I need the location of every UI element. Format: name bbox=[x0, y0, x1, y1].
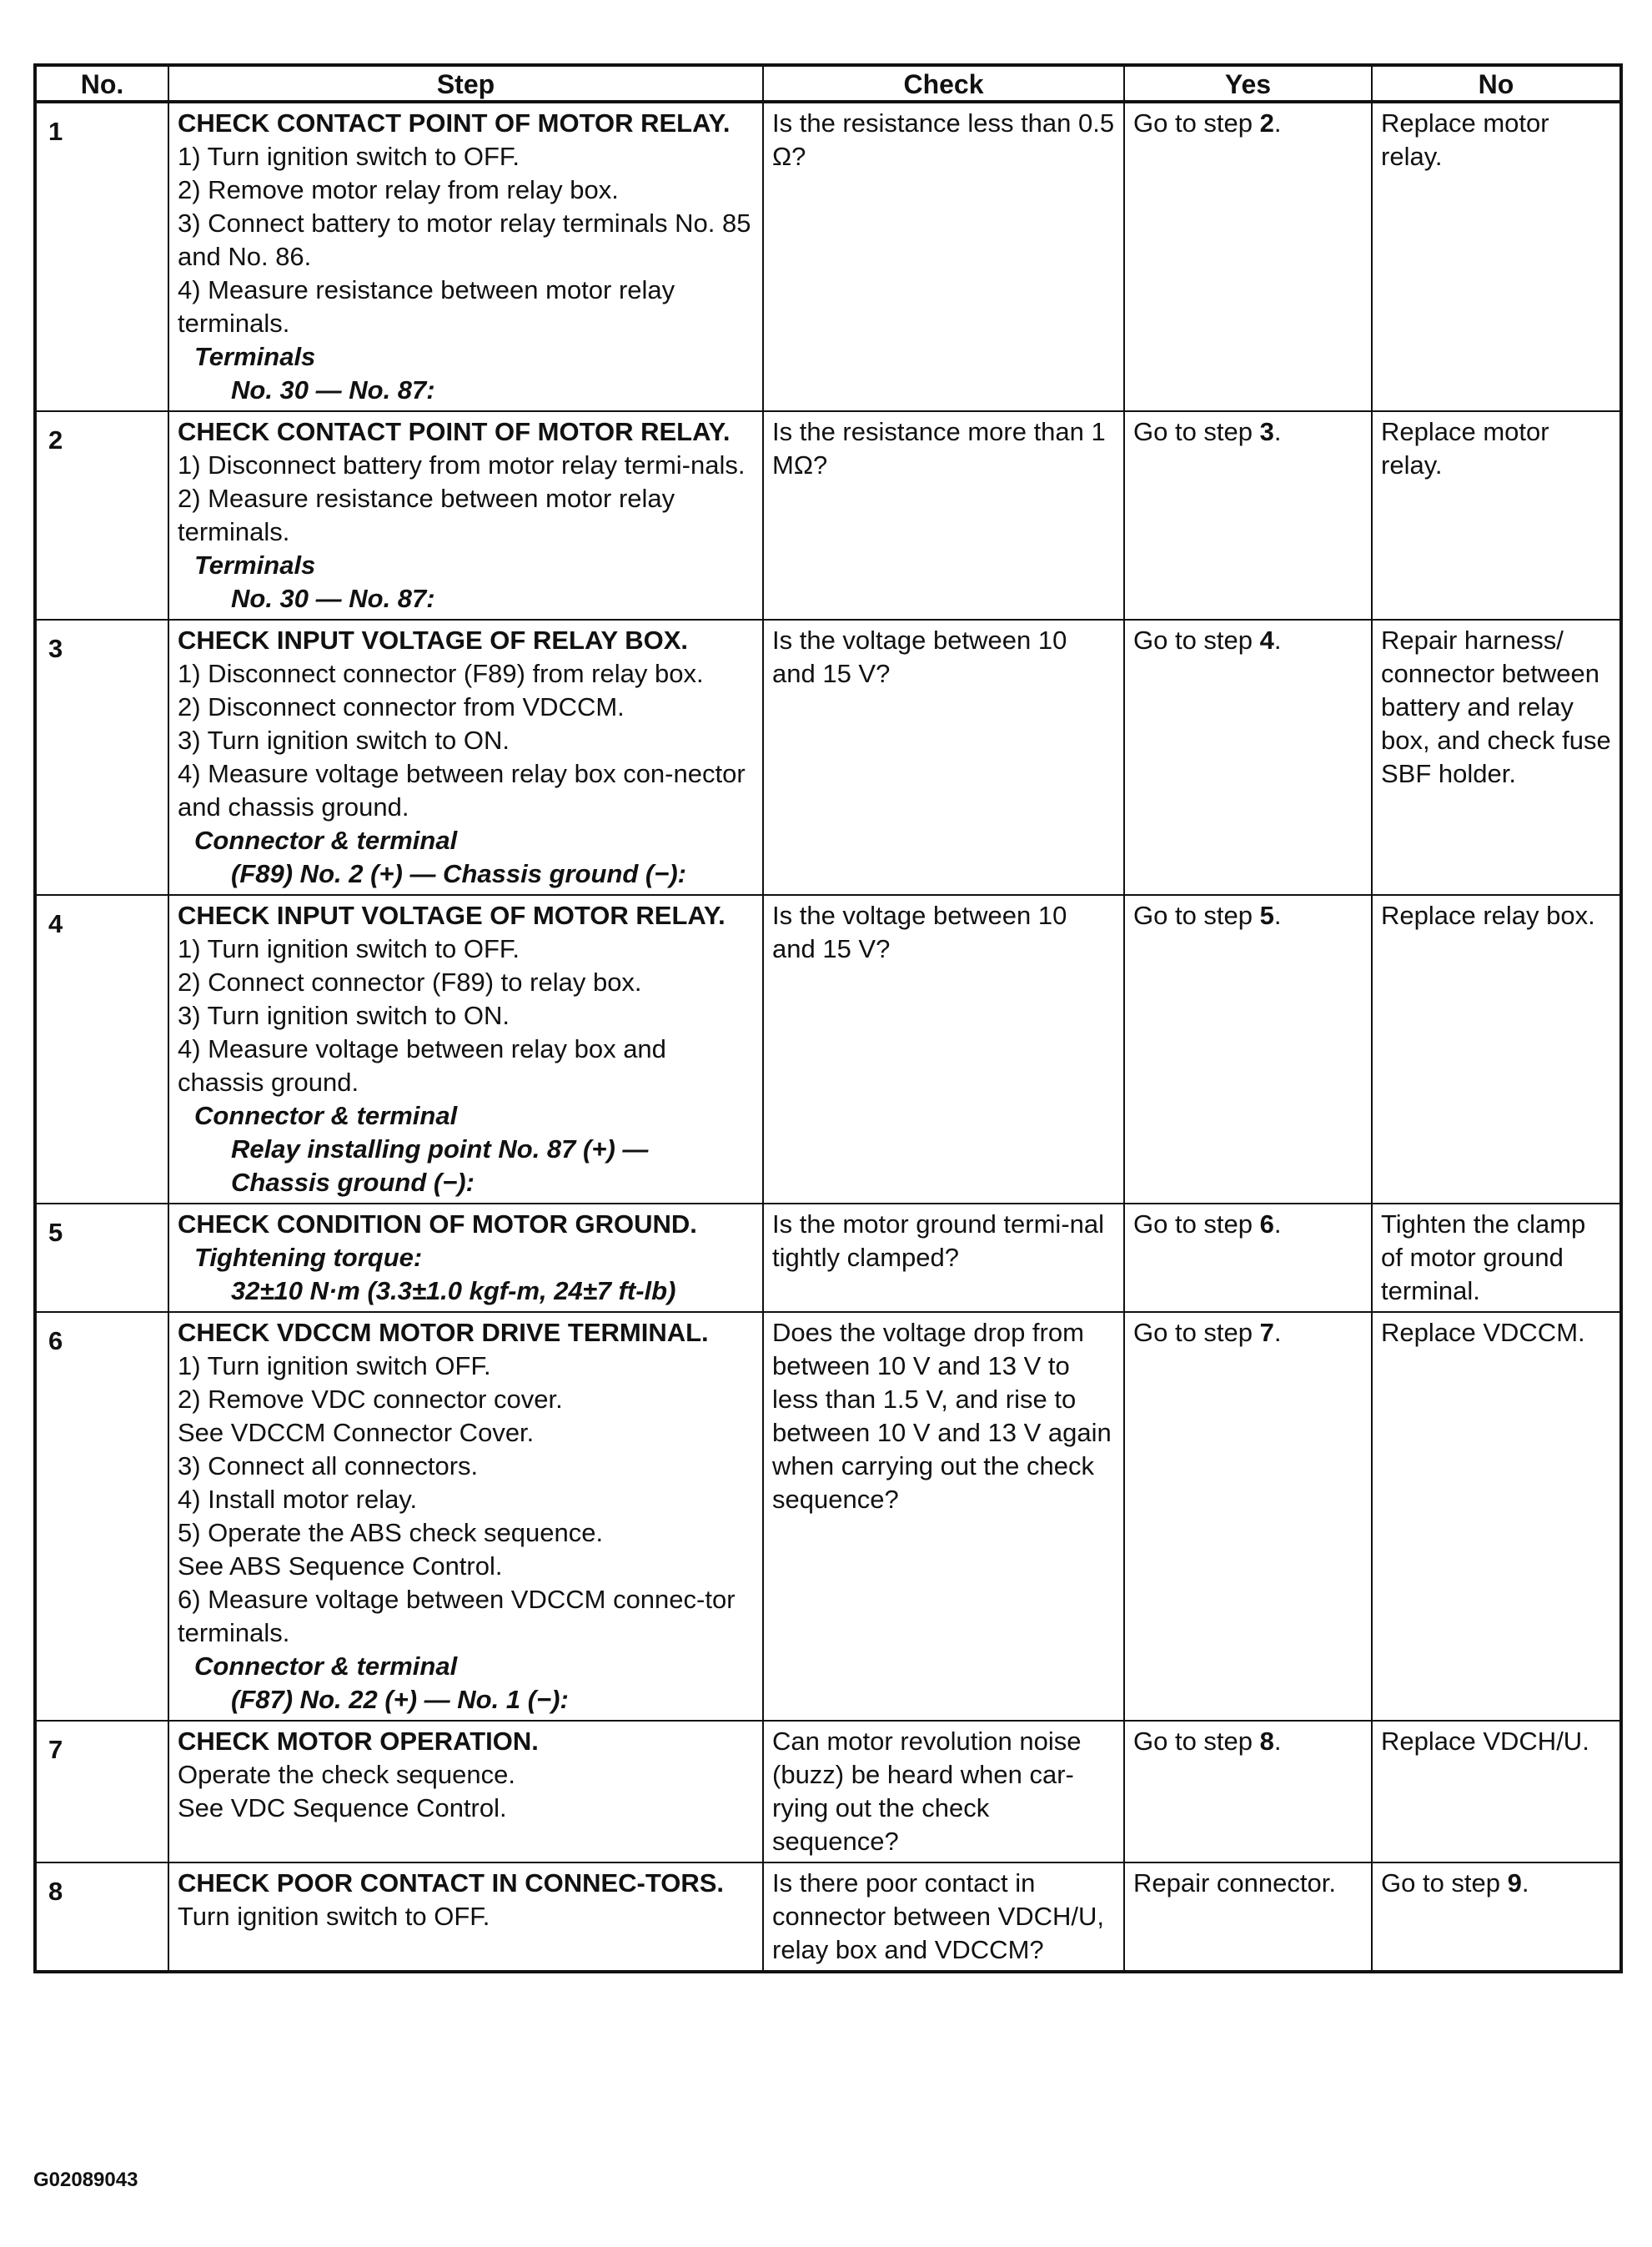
spec-label: Connector & terminal bbox=[194, 1101, 458, 1130]
check-question: Is the resistance more than 1 MΩ? bbox=[763, 411, 1124, 620]
spec-label: Connector & terminal bbox=[194, 826, 458, 855]
table-row bbox=[35, 620, 1621, 895]
yes-action bbox=[1124, 895, 1372, 1204]
step-title: CHECK INPUT VOLTAGE OF MOTOR RELAY. bbox=[178, 901, 726, 930]
spec-value: (F87) No. 22 (+) — No. 1 (−): bbox=[231, 1685, 569, 1714]
step-cell bbox=[168, 1204, 763, 1312]
step-instruction: 4) Measure voltage between relay box con-nector and chassis ground. bbox=[178, 759, 746, 822]
step-title: CHECK CONTACT POINT OF MOTOR RELAY. bbox=[178, 108, 731, 138]
yes-text: Go to step bbox=[1133, 1727, 1260, 1756]
step-cell bbox=[168, 1862, 763, 1972]
step-cell bbox=[168, 411, 763, 620]
no-step-ref: 9 bbox=[1507, 1868, 1522, 1898]
step-instruction: See VDC Sequence Control. bbox=[178, 1793, 507, 1822]
step-instruction: 4) Measure resistance between motor relay terminals. bbox=[178, 275, 675, 338]
diagnostic-procedure-sheet bbox=[33, 63, 1619, 1973]
yes-action bbox=[1124, 1721, 1372, 1862]
yes-suffix: . bbox=[1273, 1727, 1282, 1756]
spec-label: Tightening torque: bbox=[194, 1243, 423, 1272]
yes-step-ref: 7 bbox=[1259, 1318, 1274, 1347]
step-title: CHECK VDCCM MOTOR DRIVE TERMINAL. bbox=[178, 1318, 709, 1347]
step-instruction: 5) Operate the ABS check sequence. bbox=[178, 1518, 604, 1547]
yes-text: Go to step bbox=[1133, 108, 1260, 138]
table-header-row bbox=[35, 65, 1621, 102]
step-number: 3 bbox=[35, 620, 168, 895]
step-instruction: 2) Remove VDC connector cover. bbox=[178, 1385, 563, 1414]
spec-value: (F89) No. 2 (+) — Chassis ground (−): bbox=[231, 859, 686, 888]
header-check: Check bbox=[763, 65, 1124, 102]
yes-suffix: . bbox=[1273, 626, 1282, 655]
yes-step-ref: 3 bbox=[1259, 417, 1274, 446]
yes-action bbox=[1124, 1204, 1372, 1312]
yes-suffix: . bbox=[1273, 1209, 1282, 1239]
step-instruction: 1) Turn ignition switch to OFF. bbox=[178, 142, 520, 171]
spec-label: Connector & terminal bbox=[194, 1651, 458, 1681]
yes-suffix: . bbox=[1273, 108, 1282, 138]
step-instruction: 3) Turn ignition switch to ON. bbox=[178, 726, 510, 755]
step-number: 8 bbox=[35, 1862, 168, 1972]
no-action bbox=[1372, 620, 1621, 895]
no-text: Replace motor relay. bbox=[1381, 417, 1549, 480]
no-text: Tighten the clamp of motor ground terminal. bbox=[1381, 1209, 1586, 1305]
step-cell bbox=[168, 895, 763, 1204]
no-suffix: . bbox=[1521, 1868, 1529, 1898]
step-title: CHECK INPUT VOLTAGE OF RELAY BOX. bbox=[178, 626, 689, 655]
step-number: 2 bbox=[35, 411, 168, 620]
table-body bbox=[35, 102, 1621, 1972]
table-row bbox=[35, 1862, 1621, 1972]
step-cell bbox=[168, 620, 763, 895]
step-instruction: 2) Disconnect connector from VDCCM. bbox=[178, 692, 625, 721]
yes-text: Repair connector. bbox=[1133, 1868, 1336, 1898]
header-step: Step bbox=[168, 65, 763, 102]
no-text: Replace VDCCM. bbox=[1381, 1318, 1585, 1347]
yes-step-ref: 8 bbox=[1259, 1727, 1274, 1756]
no-action bbox=[1372, 1312, 1621, 1721]
spec-value: 32±10 N·m (3.3±1.0 kgf-m, 24±7 ft-lb) bbox=[231, 1276, 676, 1305]
diagnostic-table bbox=[33, 63, 1623, 1973]
spec-label: Terminals bbox=[194, 342, 316, 371]
table-row bbox=[35, 102, 1621, 411]
step-number: 6 bbox=[35, 1312, 168, 1721]
yes-suffix: . bbox=[1273, 1318, 1282, 1347]
no-action bbox=[1372, 1204, 1621, 1312]
yes-suffix: . bbox=[1273, 901, 1282, 930]
no-action bbox=[1372, 1721, 1621, 1862]
table-row bbox=[35, 411, 1621, 620]
no-text: Replace VDCH/U. bbox=[1381, 1727, 1589, 1756]
figure-code: G02089043 bbox=[33, 2169, 138, 2191]
no-action bbox=[1372, 411, 1621, 620]
table-row bbox=[35, 1721, 1621, 1862]
step-instruction: 6) Measure voltage between VDCCM connec-tor terminals. bbox=[178, 1585, 736, 1647]
yes-suffix: . bbox=[1273, 417, 1282, 446]
check-question: Is the voltage between 10 and 15 V? bbox=[763, 895, 1124, 1204]
spec-value: Chassis ground (−): bbox=[231, 1168, 475, 1197]
step-instruction: 1) Turn ignition switch OFF. bbox=[178, 1351, 491, 1380]
yes-text: Go to step bbox=[1133, 1318, 1260, 1347]
step-instruction: 1) Disconnect battery from motor relay termi-nals. bbox=[178, 450, 746, 480]
spec-value: Relay installing point No. 87 (+) — bbox=[231, 1134, 649, 1164]
table-row bbox=[35, 1312, 1621, 1721]
step-instruction: 1) Turn ignition switch to OFF. bbox=[178, 934, 520, 963]
no-text: Replace motor relay. bbox=[1381, 108, 1549, 171]
step-title: CHECK POOR CONTACT IN CONNEC-TORS. bbox=[178, 1868, 725, 1898]
step-instruction: Turn ignition switch to OFF. bbox=[178, 1902, 490, 1931]
step-instruction: 1) Disconnect connector (F89) from relay box. bbox=[178, 659, 704, 688]
yes-text: Go to step bbox=[1133, 901, 1260, 930]
step-instruction: 2) Measure resistance between motor relay terminals. bbox=[178, 484, 675, 546]
check-question: Is the motor ground termi-nal tightly clamped? bbox=[763, 1204, 1124, 1312]
no-action bbox=[1372, 1862, 1621, 1972]
step-number: 5 bbox=[35, 1204, 168, 1312]
step-instruction: 2) Connect connector (F89) to relay box. bbox=[178, 968, 642, 997]
check-question: Can motor revolution noise (buzz) be heard when car-rying out the check sequence? bbox=[763, 1721, 1124, 1862]
yes-action bbox=[1124, 1862, 1372, 1972]
check-question: Is the voltage between 10 and 15 V? bbox=[763, 620, 1124, 895]
yes-action bbox=[1124, 1312, 1372, 1721]
spec-label: Terminals bbox=[194, 550, 316, 580]
step-instruction: See ABS Sequence Control. bbox=[178, 1551, 503, 1581]
check-question: Is there poor contact in connector between VDCH/U, relay box and VDCCM? bbox=[763, 1862, 1124, 1972]
step-title: CHECK CONDITION OF MOTOR GROUND. bbox=[178, 1209, 697, 1239]
no-action bbox=[1372, 102, 1621, 411]
check-question: Is the resistance less than 0.5 Ω? bbox=[763, 102, 1124, 411]
step-instruction: 3) Connect all connectors. bbox=[178, 1451, 479, 1480]
yes-action bbox=[1124, 102, 1372, 411]
spec-value: No. 30 — No. 87: bbox=[231, 584, 435, 613]
yes-step-ref: 4 bbox=[1259, 626, 1274, 655]
table-row bbox=[35, 1204, 1621, 1312]
step-title: CHECK MOTOR OPERATION. bbox=[178, 1727, 539, 1756]
yes-action bbox=[1124, 411, 1372, 620]
step-instruction: 4) Measure voltage between relay box and chassis ground. bbox=[178, 1034, 666, 1097]
yes-step-ref: 2 bbox=[1259, 108, 1274, 138]
no-text: Replace relay box. bbox=[1381, 901, 1595, 930]
step-cell bbox=[168, 1721, 763, 1862]
step-instruction: 4) Install motor relay. bbox=[178, 1485, 418, 1514]
step-number: 1 bbox=[35, 102, 168, 411]
header-yes: Yes bbox=[1124, 65, 1372, 102]
header-no: No. bbox=[35, 65, 168, 102]
yes-action bbox=[1124, 620, 1372, 895]
yes-text: Go to step bbox=[1133, 626, 1260, 655]
header-no-result: No bbox=[1372, 65, 1621, 102]
step-instruction: Operate the check sequence. bbox=[178, 1760, 515, 1789]
step-cell bbox=[168, 102, 763, 411]
yes-step-ref: 5 bbox=[1259, 901, 1274, 930]
spec-value: No. 30 — No. 87: bbox=[231, 375, 435, 405]
step-instruction: 3) Connect battery to motor relay terminals No. 85 and No. 86. bbox=[178, 209, 751, 271]
check-question: Does the voltage drop from between 10 V and 13 V to less than 1.5 V, and rise to between 10 V and 13 V again when carrying out the check sequence? bbox=[763, 1312, 1124, 1721]
step-instruction: See VDCCM Connector Cover. bbox=[178, 1418, 535, 1447]
yes-step-ref: 6 bbox=[1259, 1209, 1274, 1239]
step-number: 4 bbox=[35, 895, 168, 1204]
no-text: Repair harness/ connector between battery and relay box, and check fuse SBF holder. bbox=[1381, 626, 1611, 788]
step-instruction: 3) Turn ignition switch to ON. bbox=[178, 1001, 510, 1030]
no-text: Go to step bbox=[1381, 1868, 1508, 1898]
step-cell bbox=[168, 1312, 763, 1721]
no-action bbox=[1372, 895, 1621, 1204]
table-row bbox=[35, 895, 1621, 1204]
step-number: 7 bbox=[35, 1721, 168, 1862]
yes-text: Go to step bbox=[1133, 417, 1260, 446]
step-title: CHECK CONTACT POINT OF MOTOR RELAY. bbox=[178, 417, 731, 446]
step-instruction: 2) Remove motor relay from relay box. bbox=[178, 175, 619, 204]
yes-text: Go to step bbox=[1133, 1209, 1260, 1239]
